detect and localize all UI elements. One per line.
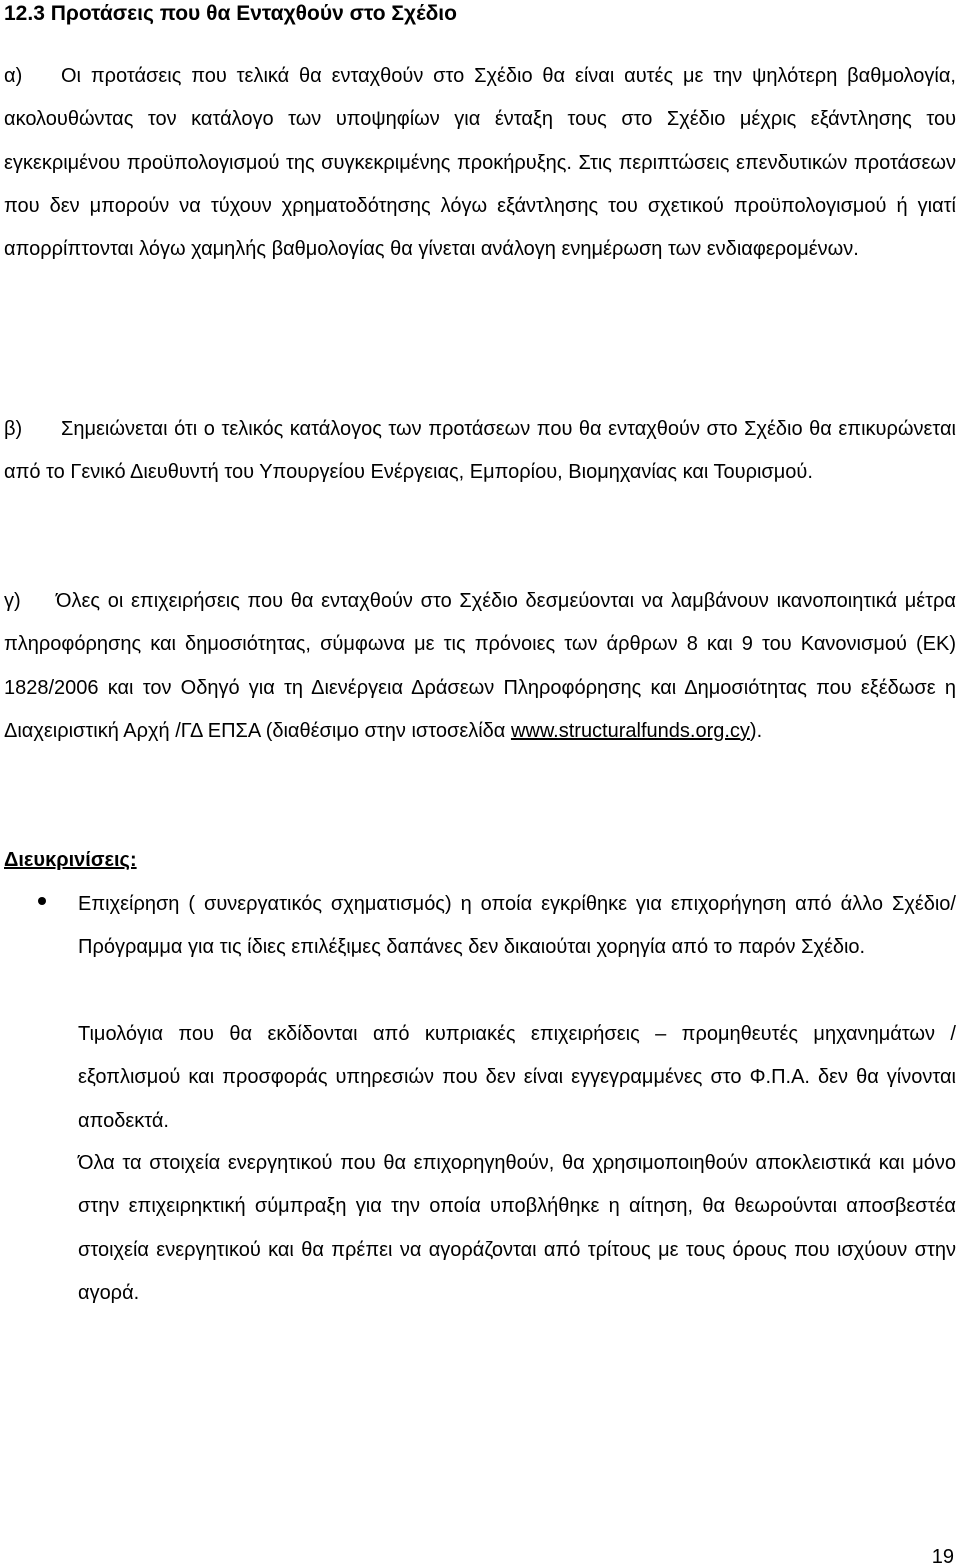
paragraph-a-text: Οι προτάσεις που τελικά θα ενταχθούν στο Σχέδιο θα είναι αυτές με την ψηλότερη βαθμολογία, ακολουθώντας τον κατάλογο των υποψηφίων για ένταξη τους στο Σχέδιο μέχρις εξάντλησης του εγκεκριμένου προϋπολογισμού της συγκεκριμένης προκήρυξης. Στις περιπτώσεις επενδυτικών προτάσεων που δεν μπορούν να τύχουν χρηματοδότησης λόγω εξάντλησης του σχετικού προϋπολογισμού ή γιατί απορρίπτονται λόγω χαμηλής βαθμολογίας θα γίνεται ανάλογη ενημέρωση των ενδιαφερομένων. (4, 65, 956, 261)
page-number: 19 (931, 1546, 954, 1568)
clarifications-heading: Διευκρινίσεις: (4, 849, 137, 871)
paragraph-c-marker: γ) (4, 590, 21, 612)
clarification-item-3: Όλα τα στοιχεία ενεργητικού που θα επιχορηγηθούν, θα χρησιμοποιηθούν αποκλειστικά και μόνο στην επιχειρηκτική σύμπραξη για την οποία υποβλήθηκε η αίτηση, θα θεωρούνται αποσβεστέα στοιχεία ενεργητικού και θα πρέπει να αγοράζονται από τρίτους με τους όρους που ισχύουν στην αγορά. (78, 1152, 956, 1304)
paragraph-a (4, 55, 956, 271)
section-heading: 12.3 Προτάσεις που θα Ενταχθούν στο Σχέδιο (4, 2, 457, 25)
paragraph-b-marker: β) (4, 418, 23, 440)
clarification-item-2: Τιμολόγια που θα εκδίδονται από κυπριακές επιχειρήσεις – προμηθευτές μηχανημάτων / εξοπλισμού και προσφοράς υπηρεσιών που δεν είναι εγγεγραμμένες στο Φ.Π.Α. δεν θα γίνονται αποδεκτά. (78, 1023, 956, 1132)
paragraph-b-text: Σημειώνεται ότι ο τελικός κατάλογος των προτάσεων που θα ενταχθούν στο Σχέδιο θα επικυρώνεται από το Γενικό Διευθυντή του Υπουργείου Ενέργειας, Εμπορίου, Βιομηχανίας και Τουρισμού. (4, 418, 956, 484)
structuralfunds-link[interactable]: www.structuralfunds.org.cy (510, 719, 750, 742)
paragraph-c-text: Όλες οι επιχειρήσεις που θα ενταχθούν στο Σχέδιο δεσμεύονται να λαμβάνουν ικανοποιητικά μέτρα πληροφόρησης και δημοσιότητας, σύμφωνα με τις πρόνοιες των άρθρων 8 και 9 του Κανονισμού (ΕΚ) 1828/2006 και τον Οδηγό για τη Διενέργεια Δράσεων Πληροφόρησης και Δημοσιότητας που εξέδωσε η Διαχειριστική Αρχή /ΓΔ ΕΠΣΑ (διαθέσιμο στην ιστοσελίδα (4, 590, 956, 742)
bullet-icon (38, 897, 46, 905)
paragraph-c (4, 580, 956, 753)
paragraph-c-text-end: ). (749, 719, 763, 742)
paragraph-a-marker: α) (4, 65, 23, 87)
paragraph-b (4, 408, 956, 495)
clarification-item-1: Επιχείρηση ( συνεργατικός σχηματισμός) η οποία εγκρίθηκε για επιχορήγηση από άλλο Σχέδιο/ Πρόγραμμα για τις ίδιες επιλέξιμες δαπάνες δεν δικαιούται χορηγία από το παρόν Σχέδιο. (78, 893, 956, 959)
